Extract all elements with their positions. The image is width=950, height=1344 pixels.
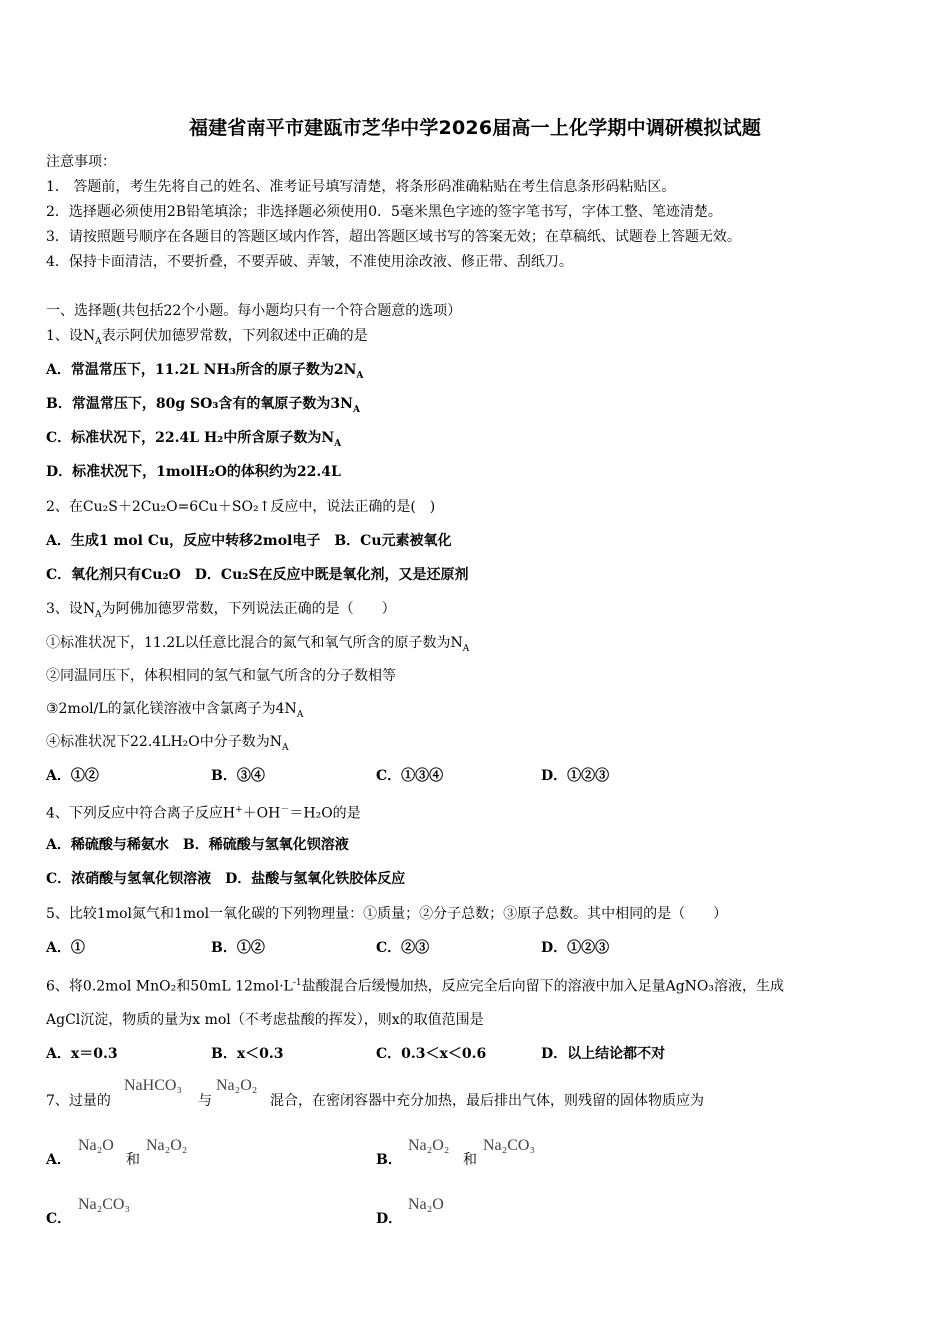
q7-formula-na2o2: Na₂O₂ xyxy=(216,1077,258,1094)
notice-item-3: 3．请按照题号顺序在各题目的答题区域内作答，超出答题区域书写的答案无效；在草稿纸、试题卷上答题无效。 xyxy=(46,229,741,245)
q4-stem: 4、下列反应中符合离子反应H+＋OH－＝H₂O的是 xyxy=(46,805,361,822)
q7-option-c-label: C． xyxy=(46,1211,72,1227)
q3-option-a: A．①② xyxy=(46,768,99,784)
q7-option-b-label: B． xyxy=(376,1152,402,1168)
q7-option-b-formula-1: Na₂O₂ xyxy=(408,1137,450,1154)
q7-option-c-formula: Na₂CO₃ xyxy=(78,1196,131,1213)
q1-option-c: C．标准状况下，22.4L H₂中所含原子数为$N_A$ xyxy=(46,430,342,449)
q3-option-b: B．③④ xyxy=(211,768,265,784)
q7-option-d-formula: Na₂O xyxy=(408,1196,444,1213)
q3-stem: 3、设$N_A$为阿佛加德罗常数，下列说法正确的是（ ） xyxy=(46,601,396,620)
q6-stem-line-1: 6、将0.2mol MnO₂和50mL $12mol\cdot L^{-1}$盐酸混合后缓慢加热，反应完全后向留下的溶液中加入足量AgNO₃溶液，生成 xyxy=(46,978,785,995)
q5-option-b: B．①② xyxy=(211,940,265,956)
page-title: 福建省南平市建瓯市芝华中学2026届高一上化学期中调研模拟试题 xyxy=(188,117,762,139)
q4-options-cd: C．浓硝酸与氢氧化钡溶液 D．盐酸与氢氧化铁胶体反应 xyxy=(46,871,406,887)
q1-option-b: B．常温常压下，80g SO₃含有的氧原子数为$3N_A$ xyxy=(46,396,360,415)
q5-option-c: C．②③ xyxy=(376,940,430,956)
q6-option-c: C．0.3＜x＜0.6 xyxy=(376,1046,487,1062)
section-heading: 一、选择题(共包括22个小题。每小题均只有一个符合题意的选项） xyxy=(46,303,462,319)
q6-option-b: B．x＜0.3 xyxy=(211,1046,284,1062)
q7-option-b-formula-2: Na₂CO₃ xyxy=(483,1137,536,1154)
q7-stem-a: 7、过量的 xyxy=(46,1093,111,1109)
q2-stem: 2、在Cu₂S＋2Cu₂O=6Cu＋SO₂↑反应中，说法正确的是( ) xyxy=(46,499,436,515)
q7-option-d-label: D． xyxy=(376,1211,403,1227)
q1-option-d: D．标准状况下，1molH₂O的体积约为22.4L xyxy=(46,464,341,480)
q7-option-a-formula-2: Na₂O₂ xyxy=(146,1137,188,1154)
q7-stem-c: 混合，在密闭容器中充分加热，最后排出气体，则残留的固体物质应为 xyxy=(270,1093,704,1109)
q6-option-a: A．x＝0.3 xyxy=(46,1046,118,1062)
notice-item-2: 2．选择题必须使用2B铅笔填涂；非选择题必须使用0．5毫米黑色字迹的签字笔书写，字体工整、笔迹清楚。 xyxy=(46,204,722,220)
q2-options-cd: C．氧化剂只有Cu₂O D．Cu₂S在反应中既是氧化剂，又是还原剂 xyxy=(46,567,469,583)
notice-heading: 注意事项： xyxy=(46,154,116,170)
q3-option-d: D．①②③ xyxy=(541,768,610,784)
q7-option-b-and: 和 xyxy=(463,1152,477,1168)
q2-options-ab: A．生成1 mol Cu，反应中转移2mol电子 B．Cu元素被氧化 xyxy=(46,533,452,549)
notice-item-4: 4．保持卡面清洁，不要折叠，不要弄破、弄皱，不准使用涂改液、修正带、刮纸刀。 xyxy=(46,254,573,270)
q5-stem: 5、比较1mol氮气和1mol一氧化碳的下列物理量：①质量；②分子总数；③原子总数。其中相同的是（ ） xyxy=(46,906,728,922)
q6-stem-line-2: AgCl沉淀，物质的量为x mol（不考虑盐酸的挥发），则x的取值范围是 xyxy=(46,1012,484,1028)
q5-option-d: D．①②③ xyxy=(541,940,610,956)
q7-stem-b: 与 xyxy=(198,1093,212,1109)
q4-options-ab: A．稀硫酸与稀氨水 B．稀硫酸与氢氧化钡溶液 xyxy=(46,837,349,853)
q3-statement-1: ①标准状况下，11.2L以任意比混合的氮气和氧气所含的原子数为$N_A$ xyxy=(46,635,470,654)
q7-formula-nahco3: NaHCO₃ xyxy=(124,1077,183,1094)
q5-option-a: A．① xyxy=(46,940,85,956)
q3-statement-3: ③2mol/L的氯化镁溶液中含氯离子为$4N_A$ xyxy=(46,701,304,720)
q3-statement-2: ②同温同压下，体积相同的氢气和氩气所含的分子数相等 xyxy=(46,668,396,684)
q1-stem: 1、设$N_A$表示阿伏加德罗常数，下列叙述中正确的是 xyxy=(46,328,368,347)
q3-statement-4: ④标准状况下22.4LH₂O中分子数为$N_A$ xyxy=(46,734,289,753)
q7-option-a-label: A． xyxy=(46,1152,71,1168)
q6-option-d: D．以上结论都不对 xyxy=(541,1046,666,1062)
notice-item-1: 1． 答题前，考生先将自己的姓名、准考证号填写清楚，将条形码准确粘贴在考生信息条形码粘贴区。 xyxy=(46,179,676,195)
q7-option-a-and: 和 xyxy=(126,1152,140,1168)
q3-option-c: C．①③④ xyxy=(376,768,444,784)
q7-option-a-formula-1: Na₂O xyxy=(78,1137,114,1154)
q1-option-a: A．常温常压下，11.2L NH₃所含的原子数为$2N_A$ xyxy=(46,362,364,381)
